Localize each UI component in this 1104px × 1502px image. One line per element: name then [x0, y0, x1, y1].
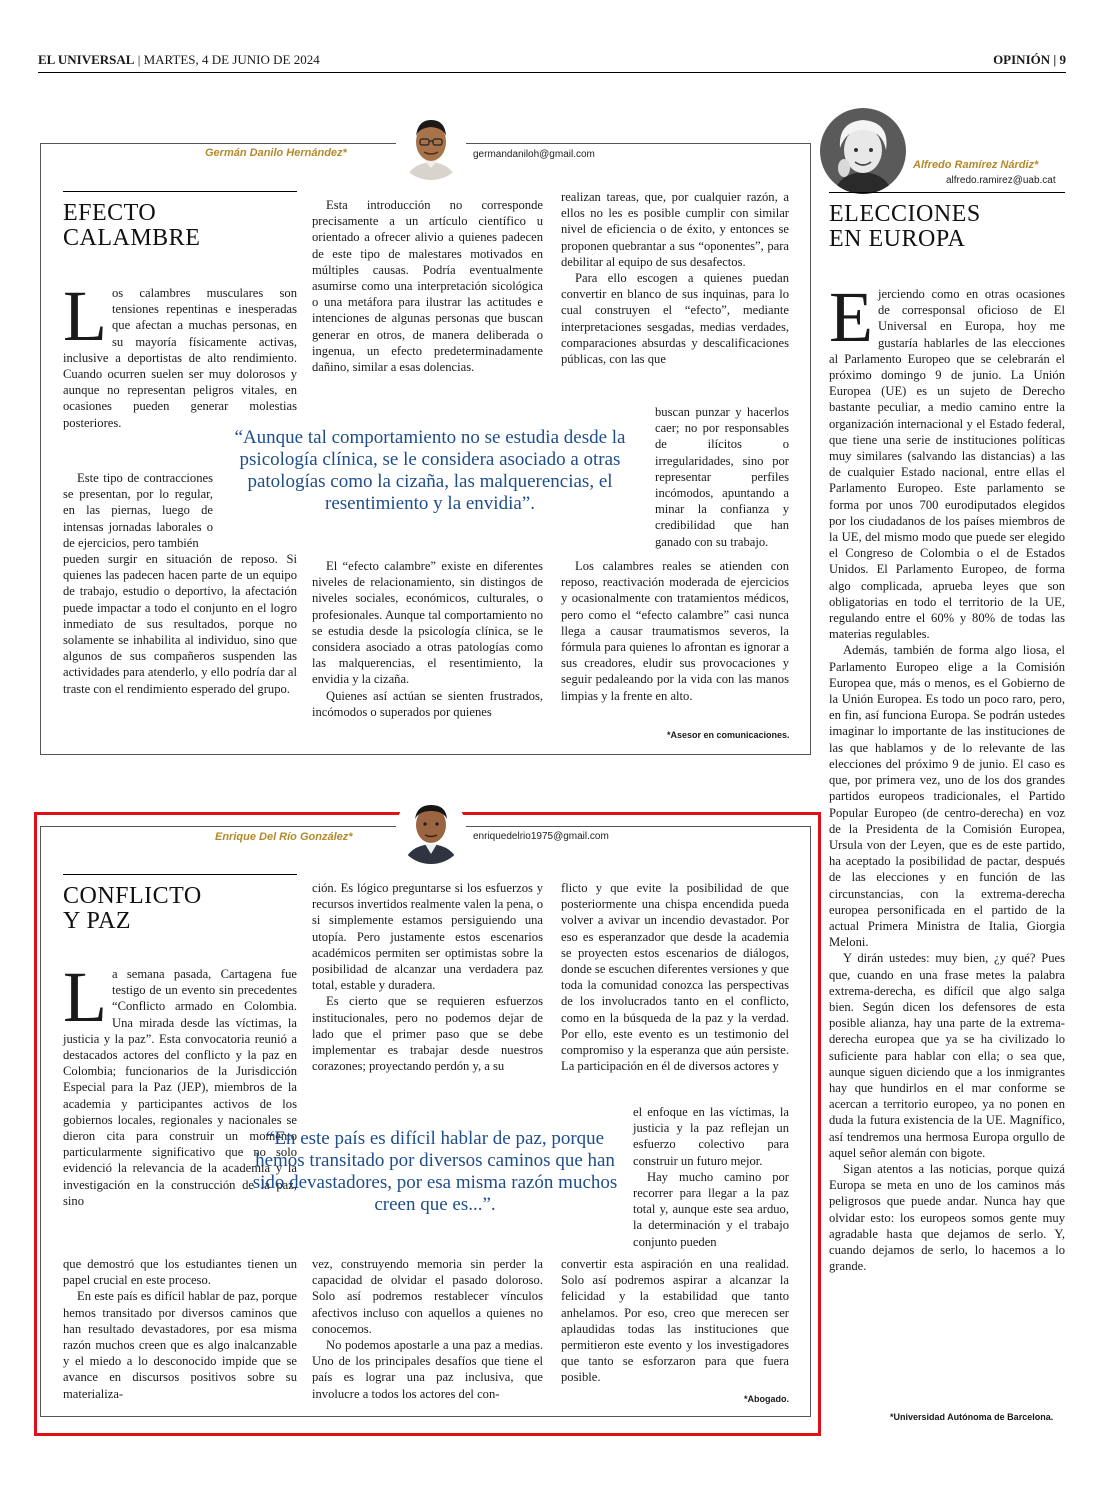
section-name: OPINIÓN	[993, 52, 1051, 67]
article-headline: CONFLICTO Y PAZ	[63, 883, 202, 934]
article-paragraph: vez, construyendo memoria sin perder la capacidad de olvidar el pasado doloroso. Solo así podremos restablecer vínculos afectivos incluso con aquellos a quienes no conocemos.	[312, 1257, 543, 1336]
article-column-3-lower	[561, 558, 789, 704]
article-column	[829, 277, 1065, 1274]
article-paragraph: Quienes así actúan se sienten frustrados, incómodos o superados por quienes	[312, 688, 543, 719]
author-name: Enrique Del Río González*	[215, 831, 353, 843]
author-photo-icon	[396, 794, 466, 864]
author-email: germandaniloh@gmail.com	[473, 149, 595, 160]
pull-quote: “Aunque tal comportamiento no se estudia desde la psicología clínica, se le considera asociado a otras patologías como la cizaña, las malquerencias, el resentimiento y la envidia”.	[234, 427, 626, 514]
article-paragraph: La semana pasada, Cartagena fue testigo de un evento sin precedentes “Conflicto armado en Colombia. Una mirada desde las víctimas, la justicia y la paz”. Esta convocatoria reunió a destacados actores del conflicto y la paz en Colombia; funcionarios de la Jurisdicción Especial para la Paz (JEP), miembros de la academia y participantes activos de los gobiernos locales, regionales y nacionales se dieron cita para construir un momento particularmente significativo que no solo evidenció la relevancia de la academia y la investigación en la construcción de la paz, sino	[63, 957, 297, 1208]
article-paragraph: convertir esta aspiración en una realidad. Solo así podremos aspirar a alcanzar la felicidad y la estabilidad que tanto anhelamos. Por eso, creo que merecen ser aplaudidas todas las instituciones que permitieron este evento y los investigadores que tanto se esforzaron para que fuera posible.	[561, 1257, 789, 1385]
article-column-2	[312, 880, 543, 1074]
article-column-3	[561, 880, 789, 1074]
headline-rule	[63, 874, 297, 875]
article-paragraph: flicto y que evite la posibilidad de que posteriormente una chispa encendida pueda volver a avivar un incendio devastador. Por eso es esperanzador que desde la academia se proyecten estos escenarios de diálogos, donde se escuchen diferentes versiones y que toda la comunidad conozca las perspectivas de los involucrados tanto en el conflicto, como en la búsqueda de la paz y la verdad. Por ello, este evento es un testimonio del compromiso y la esperanza que aún persiste. La participación en él de diversos actores y	[561, 881, 790, 1074]
edition-date: MARTES, 4 DE JUNIO DE 2024	[143, 52, 320, 67]
article-paragraph: Es cierto que se requieren esfuerzos institucionales, pero no podemos dejar de lado que el primer paso que se debe implementar es trabajar desde nuestros corazones; proyectando perdón y, a su	[312, 994, 543, 1074]
article-column-2-lower	[312, 1256, 543, 1402]
drop-cap: L	[63, 276, 107, 356]
article-paragraph: Los calambres reales se atienden con reposo, reactivación moderada de ejercicios y ocasionalmente con tratamientos médicos, pero como el “efecto calambre” casi nunca llega a causar traumatismos severos, la fórmula para quienes lo afrontan es ignorar a sus creadores, eludir sus provocaciones y seguir pedaleando por la vida con las manos limpias y la frente en alto.	[561, 559, 789, 703]
article-paragraph: Ejerciendo como en otras ocasiones de corresponsal oficioso de El Universal en Europa, hoy me gustaría hablarles de las elecciones al Parlamento Europeo que se celebrarán el próximo domingo 9 de junio. La Unión Europea (UE) es un sujeto de Derecho bastante peculiar, a medio camino entre la organización internacional y el Estado federal, que tiene una serie de instituciones políticas muy similares (salvando las distancias) a las de cualquier Estado nacional, entre ellas el Parlamento Europeo. Este parlamento se forma por unos 700 eurodiputados elegidos por los ciudadanos de los países miembros de la UE, del mismo modo que puede ser elegido el Congreso de Colombia o el de Estados Unidos. El Parlamento Europeo, de forma algo complicada, aprueba leyes que son obligatorias en todo el territorio de la UE, regulando entre el 60% y 80% de todas las materias regulables.	[829, 277, 1065, 642]
pull-quote: “En este país es difícil hablar de paz, porque hemos transitado por diversos caminos que han sido devastadores, por esa misma razón muchos creen que es...”.	[252, 1128, 618, 1215]
article-column-1-lower	[63, 1256, 297, 1402]
section-header: OPINIÓN | 9	[993, 52, 1066, 67]
drop-cap: E	[829, 277, 873, 357]
author-email: alfredo.ramirez@uab.cat	[946, 175, 1056, 186]
article-column-3	[561, 189, 789, 367]
article-paragraph: buscan punzar y hacerlos caer; no por responsables de ilícitos o irregularidades, sino por representar perfiles incómodos, apuntando a minar la confianza y credibilidad que han ganado con su trabajo.	[655, 405, 789, 549]
article-paragraph: Además, también de forma algo liosa, el Parlamento Europeo elige a la Comisión Europea que, más o menos, es el Gobierno de la Unión Europea. Es todo un poco raro, pero, en fin, así funciona Europa. Se podrán ustedes imaginar lo importante de las instituciones de las que hablamos y de lo relevante de las elecciones del próximo 9 de junio. El caso es que, por primera vez, uno de los dos grandes partidos europeos tradicionales, el Partido Popular Europeo (de centro-derecha) en voz de la Presidenta de la Comisión Europea, Ursula von der Leyen, que es de este partido, ha aceptado la posibilidad de pactar, después de las elecciones y en función de las circunstancias, con la extrema-derecha europea personificada en el partido de la actual Primera Ministra de Italia, Giorgia Meloni.	[829, 643, 1065, 950]
newspaper-name: EL UNIVERSAL	[38, 52, 135, 67]
article-paragraph: Esta introducción no corresponde precisamente a un artículo científico u orientado a ofrecer alivio a quienes padecen de este tipo de malestares motivados en múltiples causas. Podría eventualmente asumirse como una interpretación sicológica o una metáfora para ilustrar las actitudes e intenciones de algunas personas que buscan generar en otros, de manera deliberada o ingenua, un efecto predeterminadamente dañino, similar a esas dolencias.	[312, 198, 543, 375]
author-email: enriquedelrio1975@gmail.com	[473, 831, 609, 842]
article-paragraph: pueden surgir en situación de reposo. Si quienes las padecen hacen parte de un equipo de trabajo, estudio o deportivo, la afectación puede impactar a todo el conjunto en el logro inmediato de sus resultados, porque no solamente se inhabilita al individuo, sino que algunos de sus compañeros suspenden las actividades para atenderlo, y ello podría dar al traste con el rendimiento esperado del grupo.	[63, 552, 297, 696]
author-photo-icon	[820, 108, 906, 194]
article-column-1-narrow	[63, 470, 213, 551]
top-rule	[38, 72, 1066, 73]
author-photo-icon	[396, 110, 466, 180]
article-column-2	[312, 197, 543, 375]
author-footnote: *Universidad Autónoma de Barcelona.	[890, 1412, 1054, 1422]
article-paragraph: No podemos apostarle a una paz a medias. Uno de los principales desafíos que tiene el país es lograr una paz inclusiva, que involucre a todos los actores del con-	[312, 1338, 543, 1401]
article-column-2-lower	[312, 558, 543, 720]
article-paragraph: realizan tareas, que, por cualquier razón, a ellos no les es posible cumplir con similar nivel de eficiencia o de éxito, y entonces se proponen quebrantar a sus “oponentes”, para debilitar al equipo de sus desafectos.	[561, 190, 789, 269]
article-paragraph: ción. Es lógico preguntarse si los esfuerzos y recursos invertidos realmente valen la pena, o si simplemente estamos persiguiendo una utopía. Pero justamente estos escenarios académicos permiten ser optimistas sobre la posibilidad de alcanzar una verdadera paz total, estable y duradera.	[312, 881, 543, 993]
page-number: 9	[1059, 52, 1066, 67]
article-paragraph: que demostró que los estudiantes tienen un papel crucial en este proceso.	[63, 1257, 297, 1288]
article-paragraph: Y dirán ustedes: muy bien, ¿y qué? Pues que, cuando en una frase metes la palabra extrema-derecha, es difícil que algo salga bien. Según dicen los defensores de esta posible alianza, hay una parte de la extrema-derecha europea que ya se ha civilizado lo suficiente para hablar con ella; o sea que, aunque siguen diciendo que a los inmigrantes hay que hundirlos en el mar conforme se acercan a territorio europeo, ya no ponen en duda la futura existencia de la UE. Magnífico, así tendremos una hermosa Europa orgullo de aquel señor alemán con bigote.	[829, 951, 1065, 1160]
article-column-1	[63, 276, 297, 431]
drop-cap: L	[63, 957, 107, 1037]
article-paragraph: En este país es difícil hablar de paz, porque hemos transitado por diversos caminos que han resultado devastadores, por esa misma razón muchos creen que es algo inalcanzable y el miedo a lo desconocido impide que se avance en discursos positivos sobre su materializa-	[63, 1289, 297, 1401]
article-column-3-narrow	[655, 404, 789, 550]
article-column-3-lower	[561, 1256, 789, 1386]
article-paragraph: Sigan atentos a las noticias, porque quizá Europa se meta en uno de los caminos más peligrosos que puede andar. Nunca hay que olvidar esto: los europeos somos gente muy agradable hasta que dejamos de serlo. Y, cuando dejamos de serlo, lo hacemos a lo grande.	[829, 1161, 1065, 1274]
article-paragraph: Los calambres musculares son tensiones repentinas e inesperadas que afectan a muchas personas, en su mayoría físicamente activas, inclusive a deportistas de alto rendimiento. Cuando ocurren suelen ser muy dolorosos y aunque no representan peligros vitales, en ocasiones pueden generar molestias posteriores.	[63, 276, 297, 430]
article-paragraph: Este tipo de contracciones se presentan, por lo regular, en las piernas, luego de intensas jornadas laborales o de ejercicios, pero también	[63, 471, 213, 550]
author-footnote: *Abogado.	[744, 1394, 789, 1404]
article-column-3-narrow	[633, 1104, 789, 1250]
article-column-1-lower	[63, 551, 297, 697]
author-name: Alfredo Ramírez Nárdiz*	[913, 159, 1039, 171]
article-paragraph: El “efecto calambre” existe en diferentes niveles de relacionamiento, sin distingos de niveles sociales, económicos, culturales, o profesionales. Aunque tal comportamiento no se estudia desde la psicología clínica, se le considera asociado a otras patologías como las malquerencias, el resentimiento, la envidia y la cizaña.	[312, 559, 543, 687]
article-paragraph: Para ello escogen a quienes puedan convertir en blanco de sus inquinas, para lo cual construyen el “efecto”, mediante interpretaciones sesgadas, medias verdades, comparaciones absurdas y descalificaciones públicas, con las que	[561, 271, 789, 367]
headline-rule	[829, 192, 1065, 193]
article-paragraph: el enfoque en las víctimas, la justicia y la paz reflejan un esfuerzo colectivo para construir un futuro mejor.	[633, 1105, 789, 1168]
headline-rule	[63, 191, 297, 192]
article-headline: ELECCIONES EN EUROPA	[829, 201, 981, 252]
article-paragraph: Hay mucho camino por recorrer para llegar a la paz total y, aunque este sea arduo, la determinación y el trabajo conjunto pueden	[633, 1169, 789, 1249]
author-name: Germán Danilo Hernández*	[205, 147, 347, 159]
article-headline: EFECTO CALAMBRE	[63, 200, 201, 251]
masthead-separator: |	[137, 52, 144, 67]
masthead	[38, 52, 320, 68]
author-footnote: *Asesor en comunicaciones.	[667, 730, 790, 740]
